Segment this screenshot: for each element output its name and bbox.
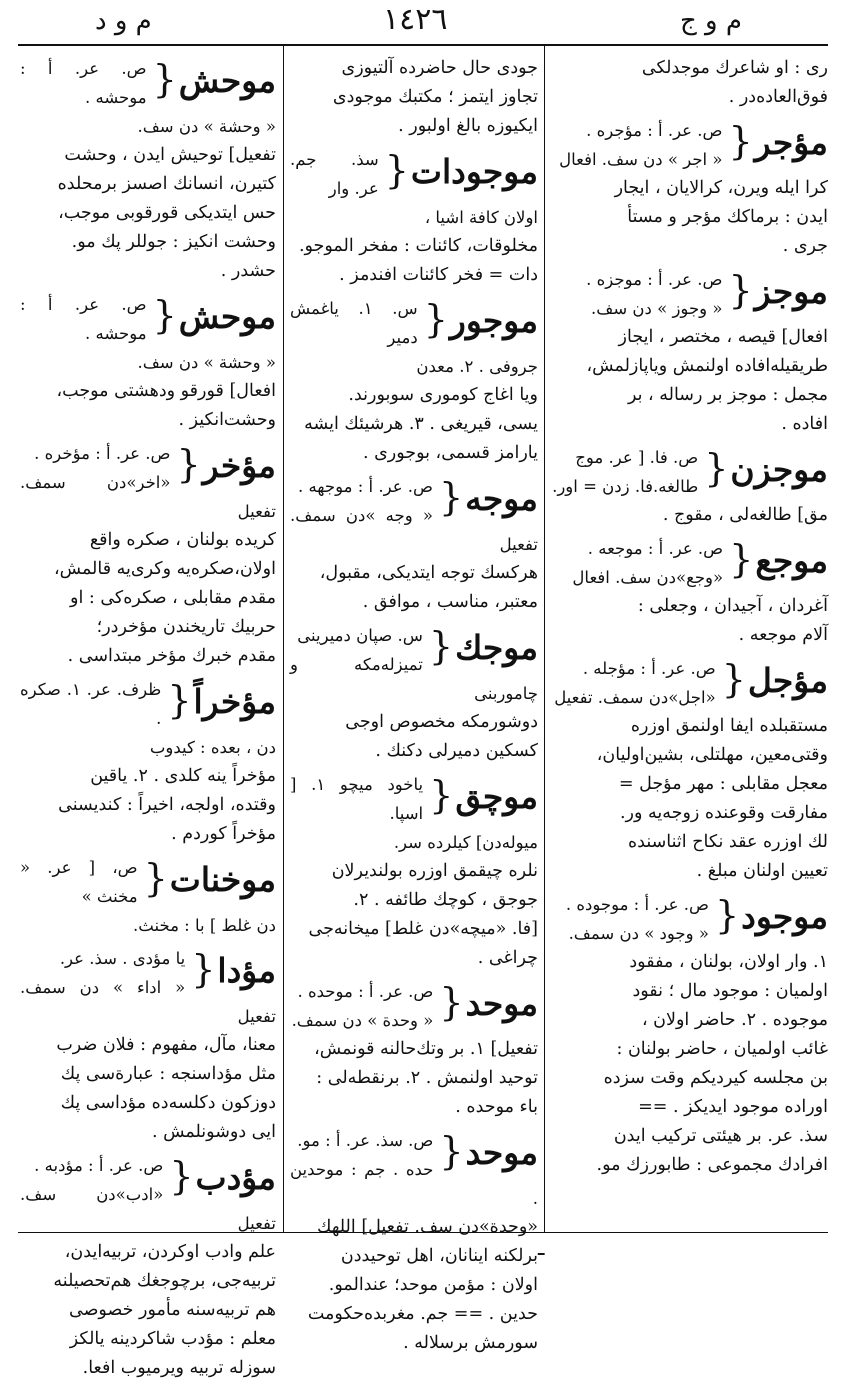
page-header [0,0,848,44]
grammar-line: « وجود » دن سمف. [568,924,709,943]
definition-line: كسكين دميرلى دكنك . [375,741,538,761]
brace-mark: { [729,537,754,581]
definition-line: تعيين اولنان مبلغ . [696,861,828,881]
grammar-line: ص. عر. أ : موجعه . [587,539,724,558]
dictionary-entry [290,977,538,1122]
header-left-guide: م و د [95,6,152,36]
headword-text: موجزن [730,450,828,489]
grammar-line: ص، [ عر. « مخنث » [20,858,138,906]
definition-line: مقدم خبرك مؤخر مبتداسى . [67,646,276,666]
headword-text: مؤجل [747,661,828,700]
definition-line: دوشورمكه مخصوص اوجى [345,712,538,732]
definition-line: نلره چيقمق اوزره بولنديرلان [331,861,538,881]
entry-headword [722,265,828,317]
brace-mark: { [176,442,201,486]
headword-text: موچق [455,777,538,816]
definition-line: مق] طالغه‌لى ، مقوج . [662,505,828,525]
definition-line: علم وادب اوكردن، تربيه‌ايدن، [64,1242,276,1262]
definition-line: مثل مؤداسنجه : عبارةسى پك [60,1064,276,1084]
column-left [20,54,276,1378]
definition-line: بن مجلسه كيرديكم وقت سزده [603,1068,828,1088]
definition-line: كريده بولنان ، صكره واقع [89,530,276,550]
entry-headword [423,621,538,673]
grammar-line: ص. عر. أ : موجهه . [297,477,433,496]
definition-line: افاده . [781,414,828,434]
dictionary-entry [290,294,538,468]
headword-text: موحش [178,297,276,336]
definition-line: وقتى‌معين، مهلتلى، بشين‌اوليان، [596,745,828,765]
definition-line: اولميان : موجود مال ؛ نقود [632,981,828,1001]
definition-line: معتبر، مناسب ، موافق . [362,592,538,612]
header-right-guide: م و ج [680,6,742,36]
definition-line: معجل مقابلى : مهر مؤجل = [618,774,828,794]
grammar-line: « اجر » دن سف. افعال [559,150,723,169]
grammar-line: « وحدة » دن سمف. [291,1011,434,1030]
grammar-line: اولان كافة اشيا ، [424,208,538,227]
headword-text: موحد [465,1133,538,1172]
header-rule [18,44,828,46]
definition-line: جرى . [782,236,828,256]
brace-mark: { [384,148,409,192]
definition-line: كرا ايله ويرن، كرالايان ، ايجار [614,178,828,198]
entry-headword [379,145,538,197]
headword-text: موحش [178,61,276,100]
headword-text: مؤجر [754,123,828,162]
grammar-line: ص. فا. [ عر. موج [575,448,699,467]
definition-line: دوزكون دكلسه‌ده مؤداسى پك [60,1093,276,1113]
entry-headword [716,654,828,706]
dictionary-entry [552,443,828,530]
grammar-line: ص. عر. أ : موجزه . [586,270,723,289]
brace-mark: { [704,446,729,490]
grammar-line: «اجل»دن سمف. تفعيل [554,688,716,707]
grammar-line: ص. عر. أ : مؤجله . [582,659,716,678]
definition-line: افرادك مجموعى : طابورزك مو. [596,1155,828,1175]
brace-mark: { [728,119,753,163]
brace-mark: { [167,678,192,722]
definition-line: هم تربيه‌سنه مأمور خصوصى [68,1300,276,1320]
definition-line: حدين . == جم. مغربده‌حكومت [307,1304,538,1324]
brace-mark: { [143,856,168,900]
grammar-line: « وجوز » دن سف. [591,299,723,318]
grammar-line: ص. عر. أ : موحشه . [20,59,147,107]
dictionary-entry [552,534,828,650]
grammar-line: ص. سذ. عر. أ : مو. [297,1131,434,1150]
definition-line: آغردان ، آجيدان ، وجعلى : [637,596,828,616]
text-line: ری : او شاعرك موجدلكی [641,58,828,78]
brace-mark: { [438,475,464,519]
definition-line: توحيد اولنمش . ٢. برنقطه‌لى : [316,1068,538,1088]
definition-line: معنا، مآل، مفهوم : فلان ضرب [56,1035,276,1055]
definition-line: حربيك تاريخندن مؤخردر؛ [96,617,276,637]
entry-headword [433,472,538,524]
headword-text: موحد [465,984,538,1023]
grammar-line: ص. عر. أ : مؤدبه . [34,1156,164,1175]
brace-mark: { [152,57,177,101]
definition-line: «وحدة»دن سف. تفعيل] اللهك [316,1217,538,1237]
definition-line: موجوده . ٢. حاضر اولان ، [641,1010,828,1030]
dictionary-entry [290,145,538,290]
definition-line: مؤخراً ينه كلدى . ٢. ياقين [90,766,276,786]
headword-text: موجود [741,897,828,936]
column-middle [290,54,538,1353]
dictionary-entry [552,654,828,886]
definition-line: مفارقت وقوعنده زوجه‌يه ور. [619,803,828,823]
definition-line: معلم : مؤدب شاكردينه يالكز [69,1329,276,1349]
definition-line: ايى دوشونلمش . [151,1122,276,1142]
brace-mark: { [728,268,753,312]
entry-headword [147,54,276,106]
definition-line: اولان،صكره‌يه وكرى‌يه قالمش، [53,559,276,579]
definition-line: افعال] قيصه ، مختصر ، ايجاز [618,327,828,347]
page-number: ١٤٢٦ [383,2,448,37]
grammar-line: «وجع»دن سف. افعال [572,568,724,587]
grammar-line: ص. عر. أ : مؤخره . [34,444,171,463]
definition-line: سورمش برسلاله . [403,1333,538,1353]
brace-mark: { [429,773,454,817]
headword-text: موجودات [410,152,538,191]
definition-line: [فا. «ميچه»دن غلط] ميخانه‌جى [308,919,538,939]
entry-headword [433,977,538,1029]
grammar-line: «اخر»دن سمف. تفعيل [20,473,276,521]
headword-text: موجع [755,541,828,580]
grammar-line: س. صپان دميرينى [297,626,423,645]
column-right [552,54,828,1230]
definition-line: حس ايتديكى قورقوبى موجب، [58,203,276,223]
entry-headword [418,294,538,346]
brace-mark: { [714,893,740,937]
entry-headword [723,534,828,586]
column-divider [544,46,545,1232]
headword-text: مؤخراً [193,682,276,721]
grammar-line: تميزله‌مكه و چاموربنى [290,655,538,703]
grammar-line: «ادب»دن سف. تفعيل [20,1185,276,1233]
definition-line: وقتده، اولجه، اخيراً : كنديسنى [58,795,276,815]
entry-continuation [290,54,538,141]
grammar-line: ظرف. عر. ١. صكره . [20,680,162,728]
grammar-line: « اداء » دن سمف. تفعيل [20,978,276,1026]
brace-mark: { [191,947,216,991]
definition-line: طريقيله‌افاده اولنمش وياپازلمش، [586,356,828,376]
text-line: فوق‌العاده‌در . [728,87,828,107]
definition-line: اولان : مؤمن موحد؛ عندالمو. [328,1275,538,1295]
definition-line: افعال] قورقو ودهشتى موجب، [56,381,276,401]
entry-headword [138,853,276,905]
headword-text: موجز [754,272,828,311]
dictionary-entry [552,265,828,439]
entry-headword [423,770,538,822]
definition-line: وحشت انكيز : جوللر پك مو. [71,232,276,252]
brace-mark: { [423,297,448,341]
column-divider [283,46,284,1232]
brace-mark: { [721,657,746,701]
dictionary-entry [290,1126,538,1358]
grammar-line: دن ، بعده : كيدوب [149,738,276,757]
dictionary-entry [20,290,276,435]
definition-line: ايدن : برماكك مؤجر و مستأ [627,207,828,227]
definition-line: تفعيل] ١. بر وتك‌حالنه قونمش، [314,1039,538,1059]
entry-headword [163,1151,276,1203]
entry-headword [709,890,828,942]
entry-headword [722,116,828,168]
footer-mark: ـ [538,1236,545,1261]
definition-line: وحشت‌انكيز . [178,410,276,430]
dictionary-entry [20,944,276,1147]
headword-text: مؤدا [217,951,276,990]
text-line: تجاوز ايتمز ؛ مكتبك موجودى [332,87,538,107]
definition-line: هركسك توجه ايتديكى، مقبول، [319,563,538,583]
dictionary-entry [290,770,538,973]
text-line: جودى حال حاضرده آلتيوزى [341,58,538,78]
grammar-line: « وحشة » دن سف. [137,117,276,136]
dictionary-entry [290,472,538,617]
grammar-line: طالغه.فا. زدن = اور. [552,477,699,496]
definition-line: جوجق ، كوچك طائفه . ٢. [353,890,538,910]
dictionary-entry [20,675,276,849]
grammar-line: حده . جم : موحدين . [290,1160,538,1208]
definition-line: يسى، قيريغى . ٣. هرشيئك ايشه [304,414,538,434]
brace-mark: { [428,624,454,668]
definition-line: مؤخراً كوردم . [171,824,276,844]
grammar-line: ص. عر. أ : موحده . [297,982,434,1001]
entry-headword [698,443,828,495]
grammar-line: ميوله‌دن] كيلرده سر. [393,833,538,852]
definition-line: مستقبلده ايفا اولنمق اوزره [630,716,828,736]
grammar-line: ص. عر. أ : موجوده . [565,895,709,914]
headword-text: موجك [455,628,538,667]
dictionary-entry [20,1151,276,1383]
definition-line: چراغى . [477,948,538,968]
definition-line: اوراده موجود ايديكز . == [638,1097,828,1117]
dictionary-entry [552,116,828,261]
grammar-line: سذ. جم. عر. وار [290,150,379,198]
headword-text: مؤدب [195,1158,276,1197]
grammar-line: ص. عر. أ : موحشه . [20,295,147,343]
definition-line: ١. وار اولان، بولنان ، مفقود [629,952,828,972]
grammar-line: جروفى . ٢. معدن [416,357,538,376]
grammar-line: س. ١. ياغمش دمير [290,299,418,347]
entry-headword [147,290,276,342]
definition-line: دات = فخر كائنات افندمز . [339,265,538,285]
definition-line: سوزله تربيه ويرميوب افعا. [82,1358,276,1378]
brace-mark: { [152,293,177,337]
definition-line: ويا اغاج كومورى سوبورند. [348,385,538,405]
definition-line: برلكنه اينانان، اهل توحيددن [340,1246,538,1266]
dictionary-entry [290,621,538,766]
brace-mark: { [169,1154,194,1198]
headword-text: موجه [465,479,538,518]
entry-headword [170,439,276,491]
dictionary-entry [552,890,828,1180]
definition-line: تفعيل] توحيش ايدن ، وحشت [64,145,276,165]
entry-continuation [552,54,828,112]
definition-line: غائب اولميان ، حاضر بولنان : [616,1039,828,1059]
definition-line: مخلوقات، كائنات : مفخر الموجو. [298,236,538,256]
grammar-line: ياخود ميچو ١. [ اسپا. [290,775,424,823]
headword-text: موخنات [169,860,276,899]
entry-headword [433,1126,538,1178]
grammar-line: دن غلط ] با : مخنث. [133,916,276,935]
grammar-line: يا مؤدى . سذ. عر. [59,949,186,968]
dictionary-entry [20,853,276,940]
definition-line: حشدر . [220,261,276,281]
definition-line: مجمل : موجز بر رساله ، بر [627,385,828,405]
definition-line: لك اوزره عقد نكاح اثناسنده [627,832,828,852]
brace-mark: { [439,980,464,1024]
definition-line: مقدم مقابلى ، صكره‌كى : او [70,588,276,608]
definition-line: يارامز قسمى، بوجورى . [362,443,538,463]
footer-rule [18,1232,828,1233]
text-line: ايكيوزه بالغ اولبور . [398,116,538,136]
definition-line: تربيه‌جى، برچوجغك هم‌تحصيلنه [53,1271,276,1291]
definition-line: آلام موجعه . [738,625,828,645]
entry-headword [161,675,276,727]
grammar-line: « وجه »دن سمف. تفعيل [290,506,538,554]
grammar-line: ص. عر. أ : مؤجره . [586,121,723,140]
brace-mark: { [439,1129,464,1173]
entry-headword [185,944,276,996]
definition-line: كتيرن، انسانك اصسز برمحلده [57,174,276,194]
headword-text: موجور [449,301,538,340]
dictionary-entry [20,54,276,286]
grammar-line: « وحشة » دن سف. [137,353,276,372]
headword-text: مؤخر [202,446,276,485]
definition-line: سذ. عر. بر هيئتى تركيب ايدن [613,1126,828,1146]
definition-line: باء موحده . [455,1097,538,1117]
dictionary-entry [20,439,276,671]
